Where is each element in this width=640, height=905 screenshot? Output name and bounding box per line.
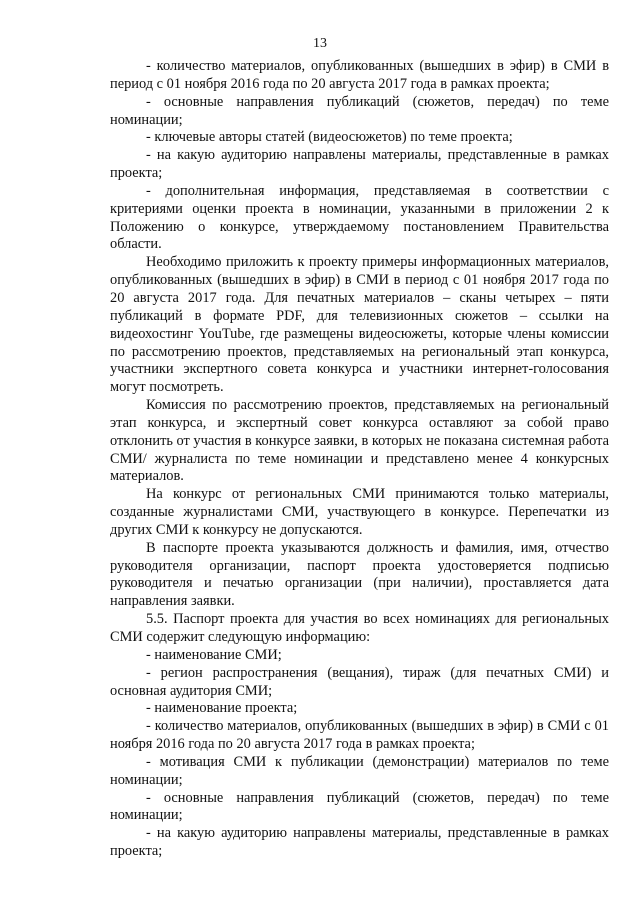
list-item-target-audience: - на какую аудиторию направлены материалы, представленные в рамках проекта; [110,825,609,860]
paragraph-key-authors: - ключевые авторы статей (видеосюжетов) по теме проекта; [146,129,513,146]
list-item-project-name: - наименование проекта; [146,700,298,717]
list-item-region-circulation: - регион распространения (вещания), тираж (для печатных СМИ) и основная аудитория СМИ; [110,664,609,699]
page-number: 13 [313,36,327,51]
paragraph-additional-info: - дополнительная информация, представляемая в соответствии с критериями оценки проекта в номинации, указанными в приложении 2 к Положению о конкурсе, утверждаемому постановлением Правительства области. [110,182,609,253]
list-item-media-name: - наименование СМИ; [146,646,282,663]
paragraph-section-5-5: 5.5. Паспорт проекта для участия во всех номинациях для региональных СМИ содержит следующую информацию: [110,611,609,645]
paragraph-commission-rights: Комиссия по рассмотрению проектов, представляемых на региональный этап конкурса, и экспертный совет конкурса оставляют за собой право отклонить от участия в конкурсе заявки, в которых не показана системная работа СМИ/ журналиста по теме номинации и представлено менее 4 конкурсных материалов. [110,397,609,485]
paragraph-target-audience: - на какую аудиторию направлены материалы, представленные в рамках проекта; [110,147,609,182]
list-item-publication-directions: - основные направления публикаций (сюжетов, передач) по теме номинации; [110,789,609,824]
list-item-motivation: - мотивация СМИ к публикации (демонстрации) материалов по теме номинации; [110,753,609,788]
paragraph-passport-details: В паспорте проекта указываются должность и фамилия, имя, отчество руководителя организации, паспорт проекта удостоверяется подписью руководителя и печатью организации (при наличии), проставляется дата направления заявки. [110,539,609,610]
document-body [110,58,609,861]
paragraph-attach-examples: Необходимо приложить к проекту примеры информационных материалов, опубликованных (вышедших в эфир) в СМИ в период с 01 ноября 2017 года по 20 августа 2017 года. Для печатных материалов – сканы четырех – пяти публикаций в формате PDF, для телевизионных сюжетов – ссылки на видеохостинг YouTube, где размещены видеосюжеты, которые члены комиссии по рассмотрению проектов, представляемых на региональный этап конкурса, участники экспертного совета конкурса и участники интернет-голосования могут посмотреть. [110,254,609,396]
paragraph-regional-materials: На конкурс от региональных СМИ принимаются только материалы, созданные журналистами СМИ, участвующего в конкурсе. Перепечатки из других СМИ к конкурсу не допускаются. [110,486,609,538]
paragraph-materials-count: - количество материалов, опубликованных (вышедших в эфир) в СМИ в период с 01 ноября 2016 года по 20 августа 2017 года в рамках проекта; [110,58,609,92]
list-item-materials-count: - количество материалов, опубликованных (вышедших в эфир) в СМИ с 01 ноября 2016 года по 20 августа 2017 года в рамках проекта; [110,718,609,753]
paragraph-publication-directions: - основные направления публикаций (сюжетов, передач) по теме номинации; [110,93,609,128]
